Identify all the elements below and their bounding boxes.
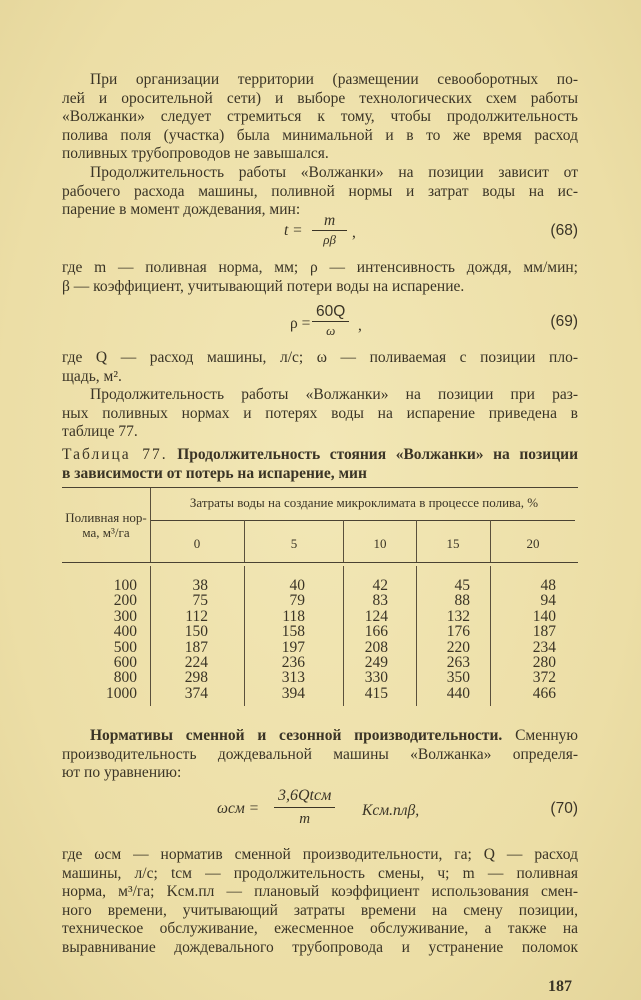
table-header-bottom-rule	[62, 562, 578, 563]
column-divider	[490, 566, 491, 706]
table-cell: 374	[184, 684, 208, 702]
definitions-70	[62, 846, 578, 958]
table-cell: 236	[281, 654, 305, 671]
definitions-68	[62, 259, 578, 296]
text-line: ют по уравнению:	[62, 764, 182, 782]
numerator: 3,6Qtсм	[274, 785, 335, 808]
table-cell: 1000	[106, 684, 137, 702]
table-cell: 124	[364, 607, 388, 625]
section-heading: Нормативы сменной и сезонной производительности.	[90, 727, 503, 744]
table-cell: 415	[364, 684, 388, 702]
row-header	[62, 510, 150, 540]
column-divider	[244, 520, 245, 562]
numerator: 60Q	[312, 303, 349, 322]
column-divider	[416, 520, 417, 562]
table-cell: 187	[184, 638, 208, 656]
table-cell: 75	[192, 592, 208, 610]
table-header-rule	[150, 520, 575, 521]
text-line: таблице 77.	[62, 423, 138, 441]
text-line: рабочего расхода машины, поливной нормы и затрат воды на ис-	[62, 182, 578, 200]
table-cell: 132	[446, 607, 470, 625]
denominator: ω	[326, 323, 336, 338]
equation-lhs: ρ =	[290, 315, 311, 332]
text-line: техническое обслуживание, ежесменное обслуживание, а также на	[62, 920, 578, 938]
table-cell: 83	[372, 592, 388, 610]
table-cell: 440	[446, 684, 470, 702]
group-header: Затраты воды на создание микроклимата в процессе полива, %	[189, 495, 539, 510]
table-caption	[62, 446, 578, 483]
table-cell: 466	[532, 684, 556, 702]
table-cell: 176	[446, 623, 470, 641]
row-header-line: ма, м³/га	[82, 525, 130, 540]
caption-text: Продолжительность стояния «Волжанки» на позиции	[177, 446, 578, 463]
equation-68	[62, 212, 578, 252]
table-cell: 280	[532, 654, 556, 671]
definitions-69	[62, 349, 578, 442]
equation-number: (70)	[550, 800, 578, 817]
table-top-rule	[62, 487, 578, 488]
column-divider	[343, 520, 344, 562]
table-cell: 48	[540, 577, 556, 594]
table-cell: 140	[532, 607, 556, 625]
table-cell: 263	[446, 654, 470, 671]
table-cell: 330	[364, 669, 388, 687]
table-cell: 158	[281, 623, 305, 641]
denominator: ρβ	[323, 232, 336, 247]
text-line: β — коэффициент, учитывающий потери воды на испарение.	[62, 277, 465, 295]
text-line: где Q — расход машины, л/с; ω — поливаемая с позиции пло-	[62, 349, 578, 366]
table-cell: 79	[289, 592, 305, 610]
text-line: норма, м³/га; Kсм.пл — плановый коэффициент использования смен-	[62, 883, 578, 901]
text-line: «Волжанки» следует стремиться к тому, чтобы продолжительность	[62, 108, 578, 126]
table-cell: 350	[446, 669, 470, 687]
column-divider	[150, 488, 151, 562]
page-number: 187	[548, 978, 572, 995]
numerator: m	[312, 212, 347, 231]
table-cell: 249	[364, 654, 388, 671]
equation-69	[62, 303, 578, 343]
column-header: 15	[446, 536, 460, 551]
table-cell: 118	[282, 607, 305, 625]
text-line: где m — поливная норма, мм; ρ — интенсивность дождя, мм/мин;	[62, 259, 578, 276]
text-line: ных поливных нормах и потерях воды на испарение приведена в	[62, 404, 578, 422]
equation-lhs: t =	[284, 222, 303, 239]
table-cell: 300	[113, 607, 137, 625]
text-line: где ωсм — норматив сменной производительности, га; Q — расход	[62, 846, 578, 863]
equation-lhs: ωсм =	[217, 800, 260, 817]
table-cell: 800	[113, 669, 137, 687]
fraction	[274, 785, 335, 830]
paragraph-territory	[62, 71, 578, 220]
text-line: щадь, м².	[62, 367, 122, 385]
text-line: Продолжительность работы «Волжанки» на позиции при раз-	[90, 386, 578, 404]
text-line	[62, 446, 578, 465]
text-line: машины, л/с; tсм — продолжительность смены, ч; m — поливная	[62, 864, 578, 882]
text-line: производительность дождевальной машины «Волжанка» определя-	[62, 745, 578, 763]
text-line: парение в момент дождевания, мин:	[62, 201, 301, 219]
table-cell: 400	[113, 623, 137, 641]
text-line: ного времени, учитывающий затраты времени на смену позиции,	[62, 901, 578, 919]
text-line: При организации территории (размещении севооборотных по-	[90, 71, 578, 88]
equation-tail: ,	[352, 224, 356, 241]
table-cell: 600	[113, 654, 137, 671]
column-header: 10	[373, 536, 387, 551]
equation-tail: ,	[358, 317, 362, 334]
equation-number: (68)	[550, 222, 578, 239]
table-cell: 394	[281, 684, 305, 702]
denominator: m	[299, 811, 311, 827]
table-cell: 112	[185, 607, 208, 625]
text-line: выравнивание дождевального трубопровода и устранение поломок	[62, 938, 578, 956]
text-line: полива поля (участка) была минимальной и в то же время расход	[62, 126, 578, 144]
table-cell: 298	[184, 669, 208, 687]
table-cell: 38	[192, 577, 208, 594]
text-line: Продолжительность работы «Волжанки» на позиции зависит от	[90, 163, 578, 181]
equation-tail: Kсм.плβ,	[362, 802, 420, 819]
table-cell: 200	[113, 592, 137, 610]
equation-70	[62, 785, 578, 833]
table-cell: 372	[532, 669, 556, 687]
table-cell: 500	[113, 638, 137, 656]
text-line: поливных трубопроводов не завышался.	[62, 145, 329, 163]
column-header: 5	[290, 536, 298, 551]
table-cell: 100	[113, 577, 137, 594]
table-cell: 40	[289, 577, 305, 594]
column-header: 0	[193, 536, 201, 551]
paragraph-norms	[62, 727, 578, 783]
table-cell: 88	[454, 592, 470, 610]
text-line: в зависимости от потерь на испарение, мин	[62, 464, 367, 482]
table-cell: 313	[281, 669, 305, 687]
fraction	[312, 303, 349, 340]
equation-number: (69)	[550, 313, 578, 330]
table-cell: 197	[281, 638, 305, 656]
fraction	[312, 212, 347, 249]
column-divider	[490, 520, 491, 562]
table-cell: 208	[364, 638, 388, 656]
table-cell: 42	[372, 577, 388, 594]
table-cell: 94	[540, 592, 556, 610]
table-cell: 150	[184, 623, 208, 641]
text-line: лей и оросительной сети) и выборе технологических схем работы	[62, 89, 578, 107]
table-cell: 224	[184, 654, 208, 671]
table-cell: 45	[454, 577, 470, 594]
column-header: 20	[526, 536, 540, 551]
table-cell: 234	[532, 638, 556, 656]
table-label: Таблица 77.	[62, 446, 168, 463]
text-span: Сменную	[515, 727, 579, 744]
row-header-line: Поливная нор-	[65, 510, 147, 525]
table-cell: 220	[446, 638, 470, 656]
table-cell: 166	[364, 623, 388, 641]
table-cell: 187	[532, 623, 556, 641]
text-line	[62, 727, 578, 746]
